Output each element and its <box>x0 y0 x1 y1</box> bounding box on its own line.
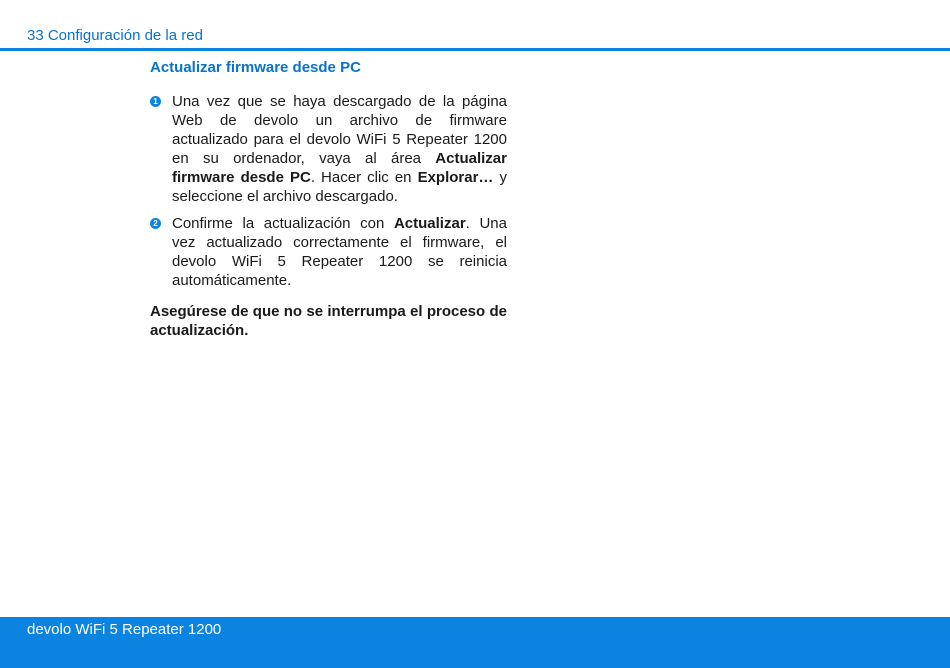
section-title: Actualizar firmware desde PC <box>150 59 361 76</box>
warning-note: Asegúrese de que no se interrumpa el proceso de actualización. <box>150 303 507 339</box>
step-2 <box>150 214 507 290</box>
step-1-text: Una vez que se haya descargado de la página Web de devolo un archivo de firmware actualizado para el devolo WiFi 5 Repeater 1200 en su ordenador, vaya al área Actualizar firmware desde PC. Hacer clic en Explorar… y seleccione el archivo descargado. <box>172 93 507 205</box>
page-footer <box>0 617 950 668</box>
step-1-bold-area: Actualizar firmware desde PC <box>172 150 507 186</box>
step-1-number-icon: 1 <box>150 96 161 107</box>
header-divider <box>0 48 950 51</box>
page-header-title: 33 Configuración de la red <box>27 27 203 44</box>
step-2-bold-update: Actualizar <box>393 215 466 232</box>
step-1-bold-browse: Explorar… <box>417 169 494 186</box>
page-header <box>0 0 950 51</box>
step-2-number-icon: 2 <box>150 218 161 229</box>
footer-product-name: devolo WiFi 5 Repeater 1200 <box>27 621 222 638</box>
main-content <box>150 58 507 340</box>
step-1 <box>150 92 507 206</box>
step-2-text: Confirme la actualización con Actualizar. Una vez actualizado correctamente el firmware, el devolo WiFi 5 Repeater 1200 se reinicia automáticamente. <box>172 215 507 289</box>
